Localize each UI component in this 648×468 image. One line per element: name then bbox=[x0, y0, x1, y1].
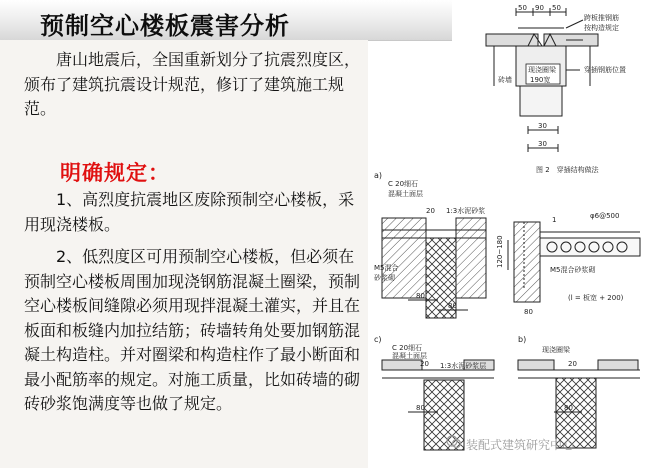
svg-text:M5混合砂浆砌: M5混合砂浆砌 bbox=[550, 266, 596, 274]
svg-text:(l = 板宽 + 200): (l = 板宽 + 200) bbox=[568, 294, 624, 302]
diagram-b bbox=[508, 222, 640, 302]
svg-text:跨板推钢筋: 跨板推钢筋 bbox=[584, 14, 619, 22]
svg-text:穿插钢筋位置: 穿插钢筋位置 bbox=[584, 66, 626, 74]
svg-text:砂浆砌: 砂浆砌 bbox=[374, 274, 395, 282]
svg-text:混凝土面层: 混凝土面层 bbox=[388, 190, 423, 198]
svg-text:现浇圈梁: 现浇圈梁 bbox=[542, 346, 570, 354]
svg-text:a): a) bbox=[374, 171, 383, 180]
svg-text:20: 20 bbox=[420, 360, 429, 368]
svg-text:80: 80 bbox=[416, 292, 425, 300]
rule-1-paragraph: 1、高烈度抗震地区废除预制空心楼板，采用现浇楼板。 bbox=[24, 190, 355, 234]
svg-text:190宽: 190宽 bbox=[530, 76, 551, 84]
svg-text:M5混合: M5混合 bbox=[374, 264, 399, 272]
svg-text:20: 20 bbox=[426, 207, 435, 215]
svg-text:按构造规定: 按构造规定 bbox=[584, 24, 619, 32]
svg-text:C 20细石: C 20细石 bbox=[388, 180, 419, 188]
svg-text:现浇圈梁: 现浇圈梁 bbox=[528, 66, 556, 74]
svg-text:50: 50 bbox=[552, 4, 561, 12]
svg-text:1:3水泥砂浆层: 1:3水泥砂浆层 bbox=[440, 362, 487, 370]
svg-text:c): c) bbox=[374, 335, 382, 344]
svg-text:80: 80 bbox=[564, 404, 573, 412]
intro-paragraph: 唐山地震后，全国重新划分了抗震烈度区，颁布了建筑抗震设计规范，修订了建筑施工规范。 bbox=[24, 50, 361, 118]
svg-text:80: 80 bbox=[524, 308, 533, 316]
diagram-d bbox=[518, 360, 640, 448]
svg-text:砖墙: 砖墙 bbox=[498, 76, 512, 84]
watermark-text: 装配式建筑研究中心 bbox=[466, 438, 575, 452]
svg-text:混凝土面层: 混凝土面层 bbox=[392, 352, 427, 360]
svg-text:1:3水泥砂浆: 1:3水泥砂浆 bbox=[446, 207, 486, 215]
svg-text:1: 1 bbox=[552, 216, 557, 224]
svg-text:b): b) bbox=[518, 335, 527, 344]
svg-text:20: 20 bbox=[568, 360, 577, 368]
svg-text:图 2 穿插结构做法: 图 2 穿插结构做法 bbox=[536, 166, 599, 174]
svg-text:90: 90 bbox=[535, 4, 544, 12]
rule-2-paragraph: 2、低烈度区可用预制空心楼板，但必须在预制空心楼板周围加现浇钢筋混凝土圈梁，预制空心楼板间缝隙必须用现拌混凝土灌实，并且在板面和板缝内加拉结筋；砖墙转角处要加钢筋混凝土构造柱。并对圈梁和构造柱作了最小断面和最小配筋率的规定。对施工质量，比如砖墙的砌砖砂浆饱满度等也做了规定。 bbox=[24, 247, 361, 413]
svg-text:φ6@500: φ6@500 bbox=[590, 212, 620, 220]
svg-text:C 20细石: C 20细石 bbox=[392, 344, 423, 352]
svg-text:50: 50 bbox=[518, 4, 527, 12]
svg-text:80: 80 bbox=[416, 404, 425, 412]
svg-text:30: 30 bbox=[538, 140, 547, 148]
construction-diagrams bbox=[368, 0, 648, 468]
rule-heading: 明确规定： bbox=[60, 161, 170, 185]
page-title: 预制空心楼板震害分析 bbox=[40, 12, 290, 40]
svg-text:120~180: 120~180 bbox=[496, 235, 504, 268]
wechat-icon bbox=[446, 434, 462, 450]
svg-text:30: 30 bbox=[538, 122, 547, 130]
svg-text:80: 80 bbox=[448, 302, 457, 310]
